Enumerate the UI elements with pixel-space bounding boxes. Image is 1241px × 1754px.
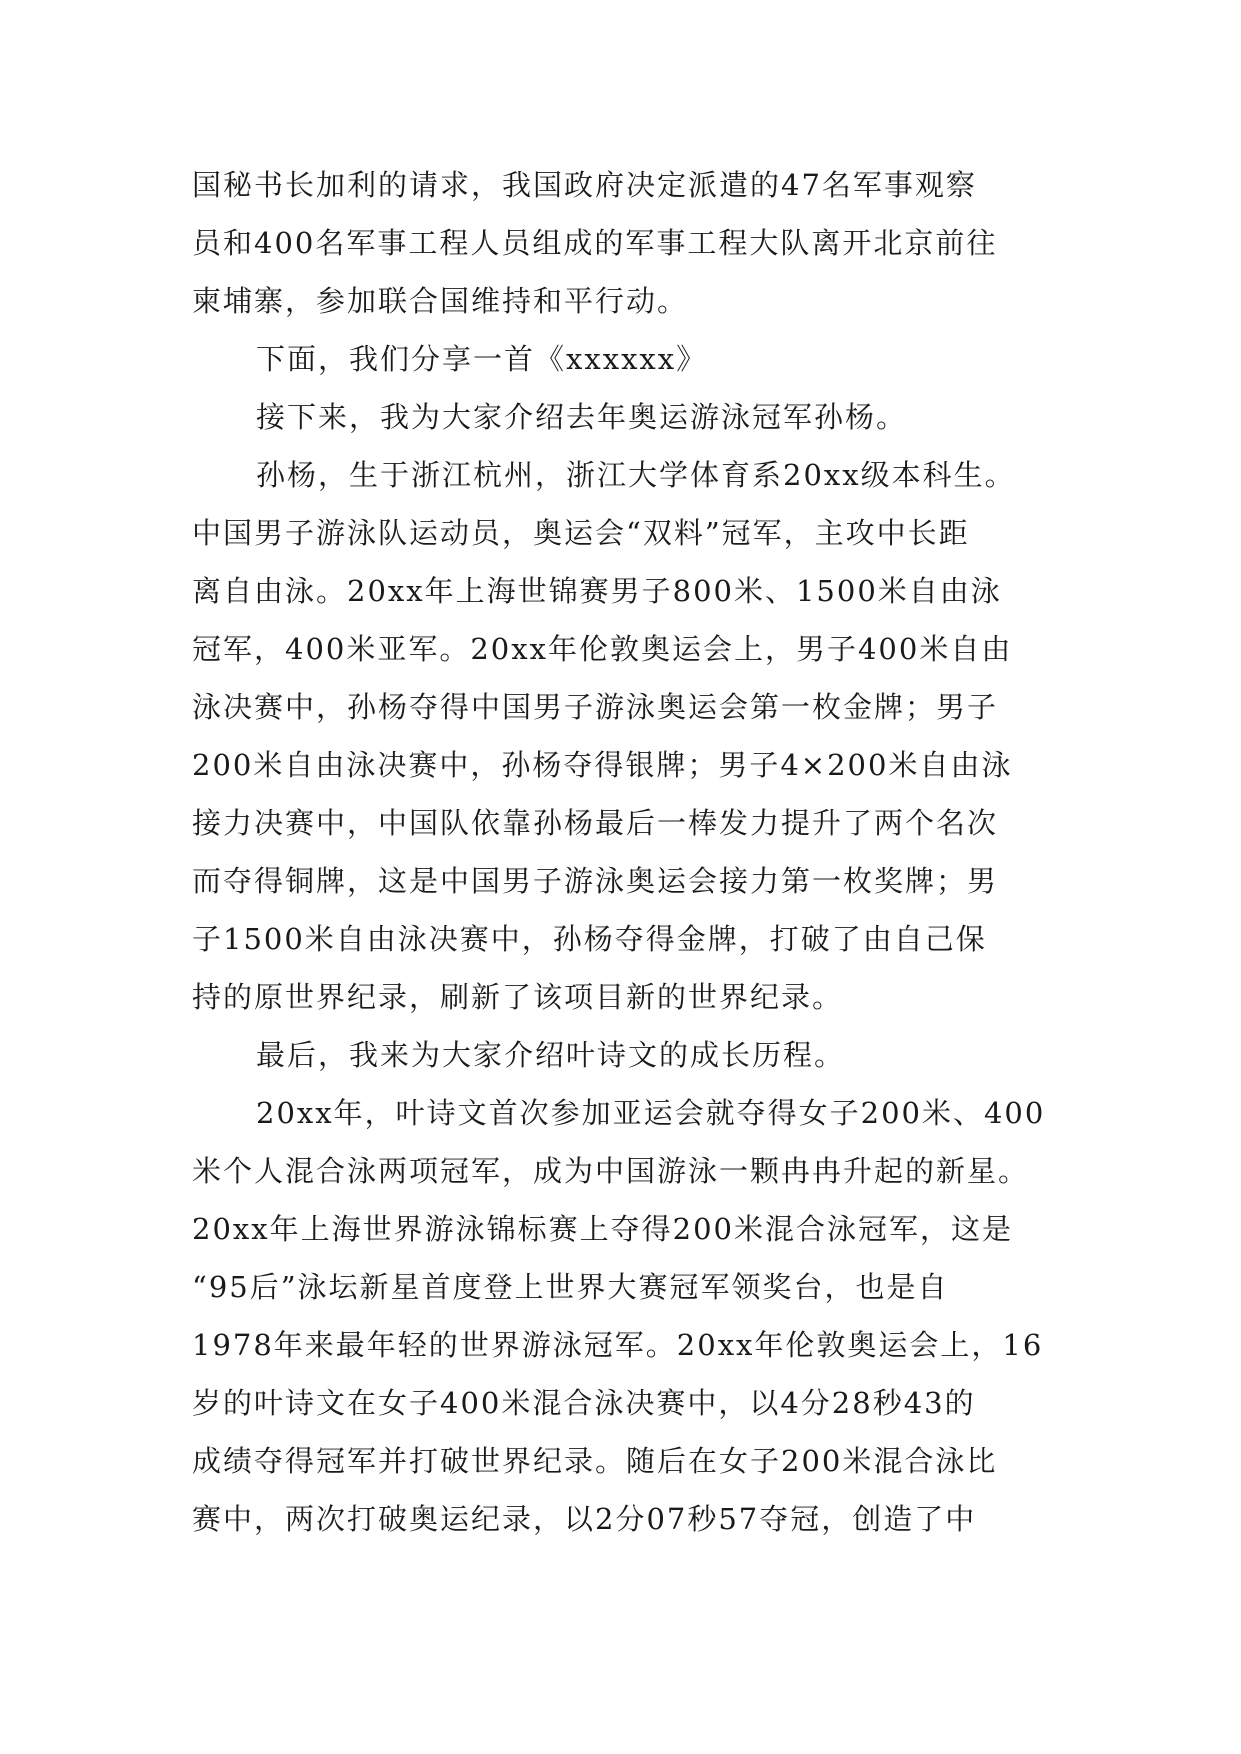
text-line: 子1500米自由泳决赛中，孙杨夺得金牌，打破了由自己保 bbox=[192, 922, 987, 956]
text-line: 柬埔寨，参加联合国维持和平行动。 bbox=[192, 284, 689, 318]
text-line: 1978年来最年轻的世界游泳冠军。20xx年伦敦奥运会上，16 bbox=[192, 1328, 1044, 1362]
text-line: 米个人混合泳两项冠军，成为中国游泳一颗冉冉升起的新星。 bbox=[192, 1154, 1030, 1188]
text-line: 20xx年上海世界游泳锦标赛上夺得200米混合泳冠军，这是 bbox=[192, 1212, 1013, 1246]
text-line: 最后，我来为大家介绍叶诗文的成长历程。 bbox=[256, 1038, 846, 1072]
text-line: 员和400名军事工程人员组成的军事工程大队离开北京前往 bbox=[192, 226, 998, 260]
text-line: 孙杨，生于浙江杭州，浙江大学体育系20xx级本科生。 bbox=[256, 458, 1016, 492]
text-line: 国秘书长加利的请求，我国政府决定派遣的47名军事观察 bbox=[192, 168, 977, 202]
text-line: 而夺得铜牌，这是中国男子游泳奥运会接力第一枚奖牌；男 bbox=[192, 864, 999, 898]
text-line: 泳决赛中，孙杨夺得中国男子游泳奥运会第一枚金牌；男子 bbox=[192, 690, 999, 724]
text-line: 接下来，我为大家介绍去年奥运游泳冠军孙杨。 bbox=[256, 400, 908, 434]
text-line: 接力决赛中，中国队依靠孙杨最后一棒发力提升了两个名次 bbox=[192, 806, 999, 840]
text-line: 岁的叶诗文在女子400米混合泳决赛中，以4分28秒43的 bbox=[192, 1386, 976, 1420]
text-line: 下面，我们分享一首《xxxxxx》 bbox=[256, 342, 708, 376]
text-line: 持的原世界纪录，刷新了该项目新的世界纪录。 bbox=[192, 980, 844, 1014]
text-line: 赛中，两次打破奥运纪录，以2分07秒57夺冠，创造了中 bbox=[192, 1502, 977, 1536]
text-line: 冠军，400米亚军。20xx年伦敦奥运会上，男子400米自由 bbox=[192, 632, 1013, 666]
text-line: 中国男子游泳队运动员，奥运会“双料”冠军，主攻中长距 bbox=[192, 516, 970, 550]
document-body-text bbox=[192, 156, 1062, 1548]
text-line: “95后”泳坛新星首度登上世界大赛冠军领奖台，也是自 bbox=[192, 1270, 949, 1304]
text-line: 成绩夺得冠军并打破世界纪录。随后在女子200米混合泳比 bbox=[192, 1444, 998, 1478]
text-line: 200米自由泳决赛中，孙杨夺得银牌；男子4×200米自由泳 bbox=[192, 748, 1013, 782]
text-line: 离自由泳。20xx年上海世锦赛男子800米、1500米自由泳 bbox=[192, 574, 1002, 608]
text-line: 20xx年，叶诗文首次参加亚运会就夺得女子200米、400 bbox=[256, 1096, 1046, 1130]
